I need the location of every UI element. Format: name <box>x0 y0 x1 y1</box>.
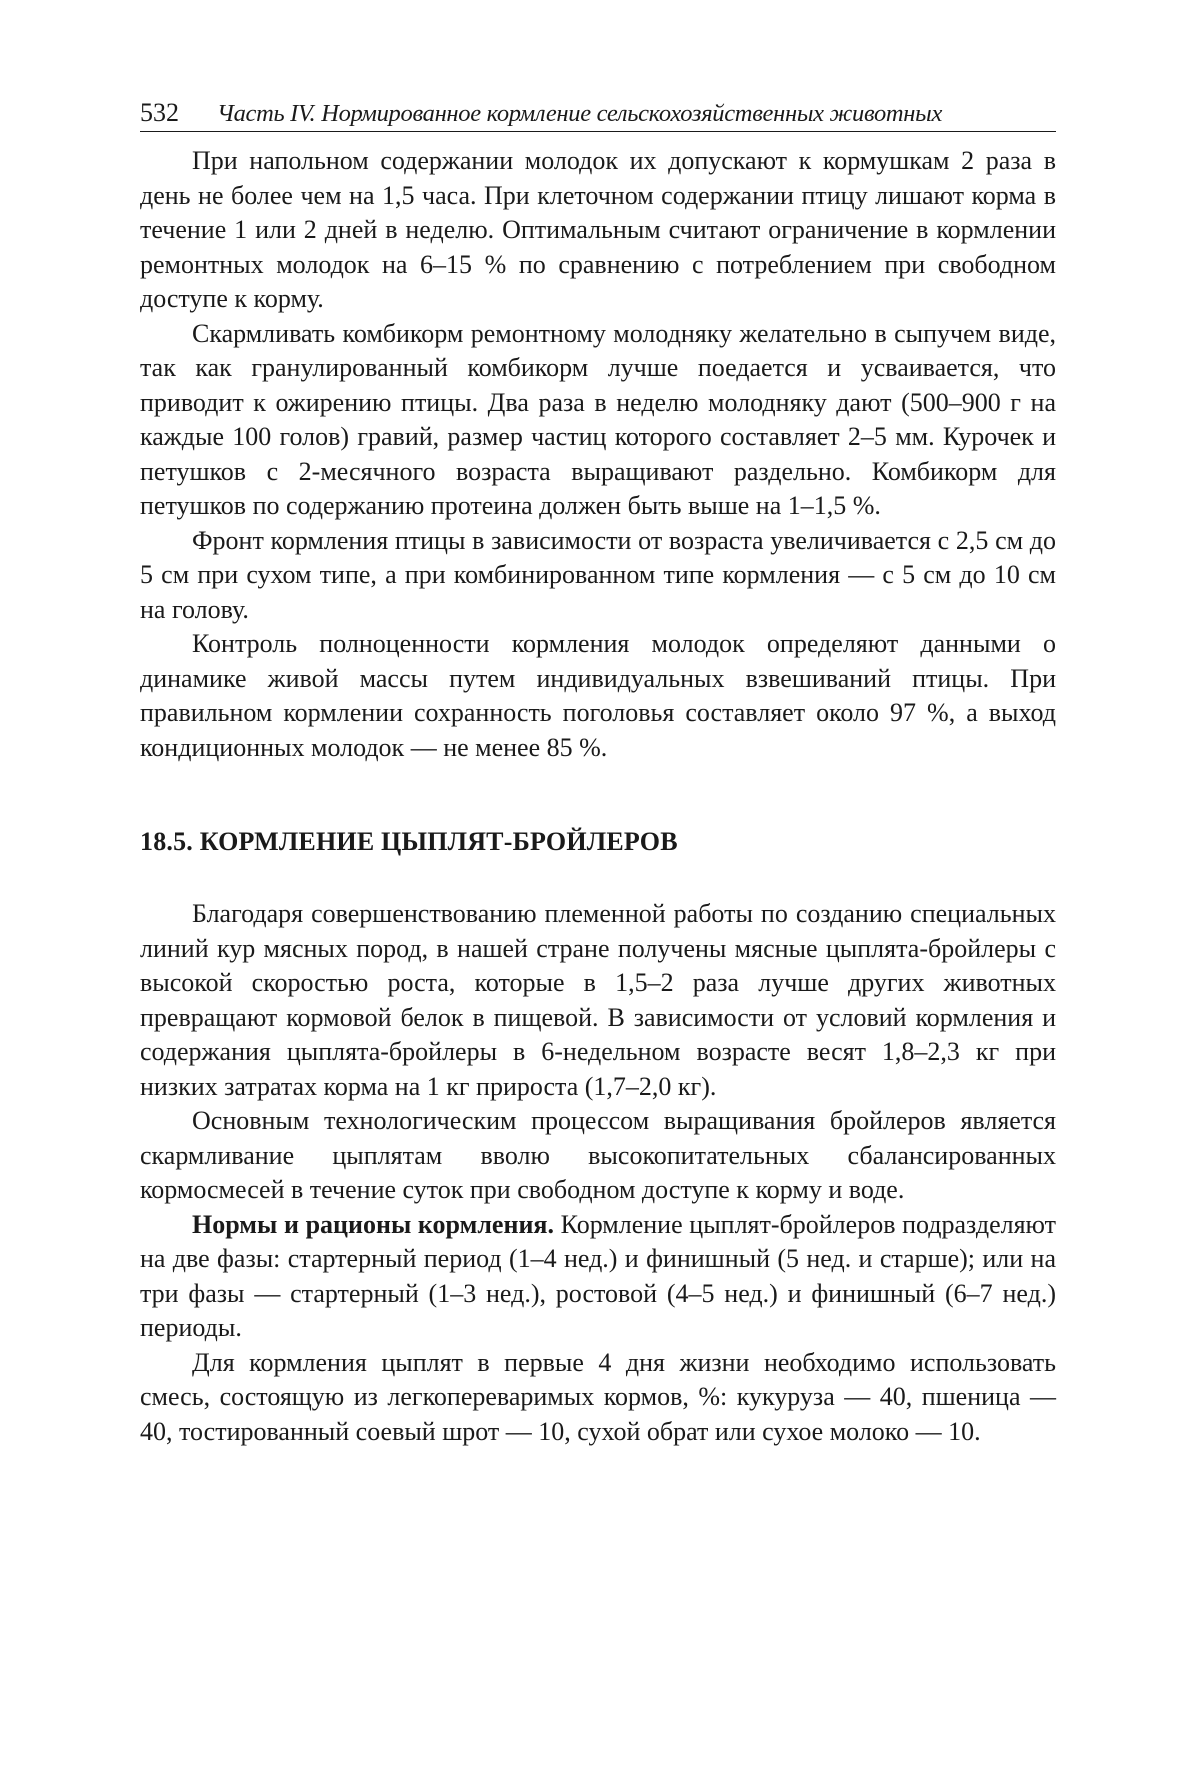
running-title: Часть IV. Нормированное кормление сельскохозяйственных животных <box>217 100 943 127</box>
paragraph-text: Кормление цыплят-бройлеров подразделяют на две фазы: стартерный период (1–4 нед.) и финишный (5 нед. и старше); или на три фазы — стартерный (1–3 нед.), ростовой (4–5 нед.) и финишный (6–7 нед.) периоды. <box>140 1209 1056 1342</box>
body-text <box>140 144 1056 1449</box>
paragraph: Фронт кормления птицы в зависимости от возраста увеличивается с 2,5 см до 5 см при сухом типе, а при комбинированном типе кормления — с 5 см до 10 см на голову. <box>140 525 1056 624</box>
run-in-heading: Нормы и рационы кормления. <box>192 1209 554 1239</box>
book-page <box>140 98 1056 1449</box>
paragraph: Контроль полноценности кормления молодок определяют данными о динамике живой массы путем индивидуальных взвешиваний птицы. При правильном кормлении сохранность поголовья составляет около 97 %, а выход кондиционных молодок — не менее 85 %. <box>140 629 1056 762</box>
paragraph: Основным технологическим процессом выращивания бройлеров является скармливание цыплятам вволю высокопитательных сбалансированных кормосмесей в течение суток при свободном доступе к корму и воде. <box>140 1106 1056 1204</box>
paragraph: При напольном содержании молодок их допускают к кормушкам 2 раза в день не более чем на 1,5 часа. При клеточном содержании птицу лишают корма в течение 1 или 2 дней в неделю. Оптимальным считают ограничение в кормлении ремонтных молодок на 6–15 % по сравнению с потреблением при свободном доступе к корму. <box>140 146 1056 313</box>
paragraph: Для кормления цыплят в первые 4 дня жизни необходимо использовать смесь, состоящую из легкопереваримых кормов, %: кукуруза — 40, пшеница — 40, тостированный соевый шрот — 10, сухой обрат или сухое молоко — 10. <box>140 1347 1056 1446</box>
paragraph: Скармливать комбикорм ремонтному молодняку желательно в сыпучем виде, так как гранулированный комбикорм лучше поедается и усваивается, что приводит к ожирению птицы. Два раза в неделю молодняку дают (500–900 г на каждые 100 голов) гравий, размер частиц которого составляет 2–5 мм. Курочек и петушков с 2-месячного возраста выращивают раздельно. Комбикорм для петушков по содержанию протеина должен быть выше на 1–1,5 %. <box>140 318 1056 520</box>
paragraph-norms <box>140 1208 1056 1346</box>
page-number: 532 <box>140 98 179 127</box>
running-header <box>140 98 1056 132</box>
section-heading: 18.5. КОРМЛЕНИЕ ЦЫПЛЯТ-БРОЙЛЕРОВ <box>140 827 678 856</box>
paragraph: Благодаря совершенствованию племенной работы по созданию специальных линий кур мясных пород, в нашей стране получены мясные цыплята-бройлеры с высокой скоростью роста, которые в 1,5–2 раза лучше других животных превращают кормовой белок в пищевой. В зависимости от условий кормления и содержания цыплята-бройлеры в 6-недельном возрасте весят 1,8–2,3 кг при низких затратах корма на 1 кг прироста (1,7–2,0 кг). <box>140 899 1056 1101</box>
